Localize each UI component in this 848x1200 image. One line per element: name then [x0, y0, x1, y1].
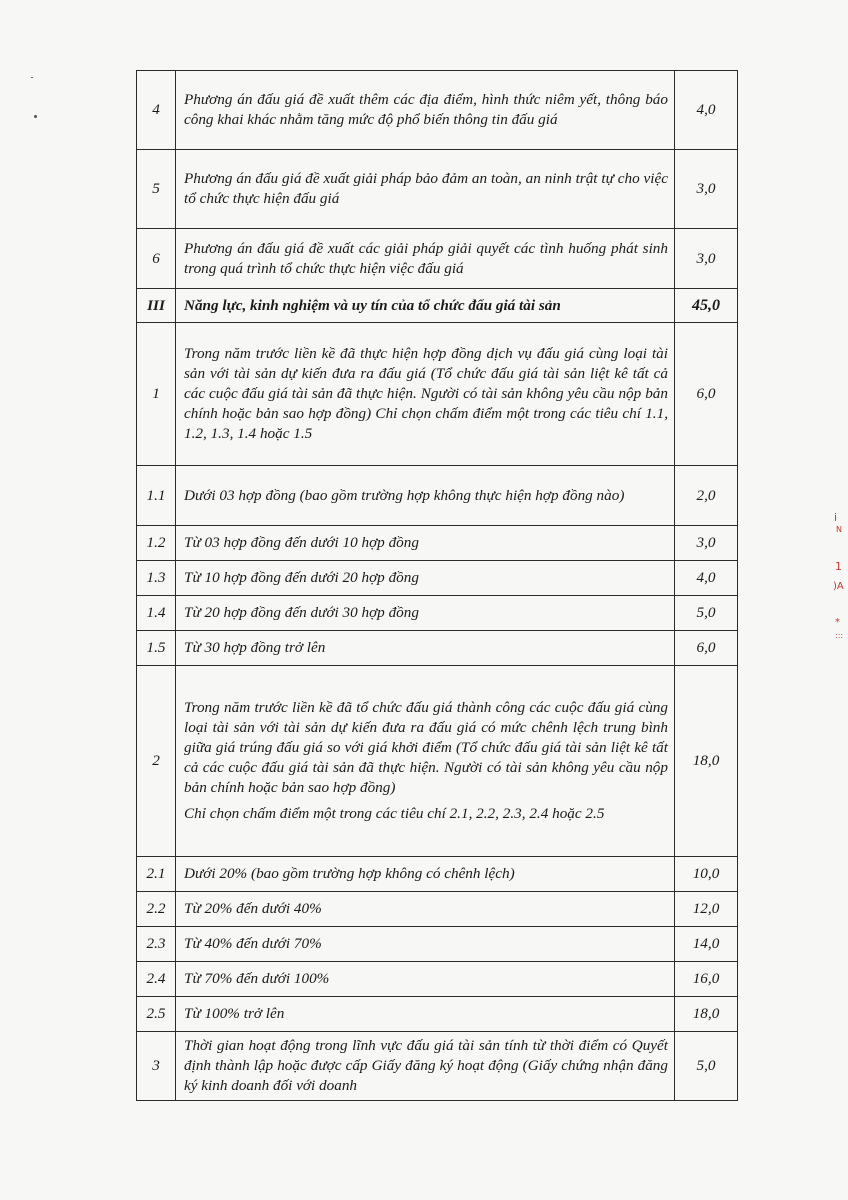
section-score: 45,0	[675, 289, 738, 323]
criterion-text: Trong năm trước liền kề đã tổ chức đấu giá thành công các cuộc đấu giá cùng loại tài sản với tài sản dự kiến đưa ra đấu giá có mức chênh lệch trung bình giữa giá trúng đấu giá so với giá khởi điểm (Tổ chức đấu giá tài sản liệt kê tất cả các cuộc đấu giá tài sản đã thực hiện. Người có tài sản không yêu cầu nộp bản chính hoặc bản sao hợp đồng)	[184, 699, 668, 796]
row-score: 18,0	[675, 997, 738, 1032]
row-number: 1.2	[137, 526, 176, 561]
row-criterion: Thời gian hoạt động trong lĩnh vực đấu giá tài sản tính từ thời điểm có Quyết định thành lập hoặc được cấp Giấy đăng ký hoạt động (Giấy chứng nhận đăng ký kinh doanh đối với doanh	[176, 1032, 675, 1101]
row-criterion: Từ 70% đến dưới 100%	[176, 962, 675, 997]
table-row	[137, 229, 738, 289]
row-number: 2.2	[137, 892, 176, 927]
scoring-criteria-table	[136, 70, 738, 1101]
row-number: 1.5	[137, 631, 176, 666]
criterion-note: Chỉ chọn chấm điểm một trong các tiêu chí 2.1, 2.2, 2.3, 2.4 hoặc 2.5	[184, 805, 605, 822]
table-row	[137, 666, 738, 857]
row-score: 3,0	[675, 526, 738, 561]
row-number: 4	[137, 71, 176, 150]
row-score: 6,0	[675, 323, 738, 466]
row-number: 2.4	[137, 962, 176, 997]
row-number: 2	[137, 666, 176, 857]
row-score: 2,0	[675, 466, 738, 526]
table-row	[137, 323, 738, 466]
scan-speck	[31, 77, 33, 78]
table-row	[137, 927, 738, 962]
section-number: III	[137, 289, 176, 323]
row-criterion: Phương án đấu giá đề xuất thêm các địa điểm, hình thức niêm yết, thông báo công khai khác nhằm tăng mức độ phổ biến thông tin đấu giá	[176, 71, 675, 150]
row-score: 4,0	[675, 71, 738, 150]
row-number: 2.1	[137, 857, 176, 892]
row-criterion: Từ 20% đến dưới 40%	[176, 892, 675, 927]
row-score: 5,0	[675, 1032, 738, 1101]
row-number: 1.4	[137, 596, 176, 631]
row-criterion: Từ 30 hợp đồng trở lên	[176, 631, 675, 666]
table-row	[137, 962, 738, 997]
row-score: 10,0	[675, 857, 738, 892]
row-criterion: Phương án đấu giá đề xuất các giải pháp giải quyết các tình huống phát sinh trong quá trình tổ chức thực hiện việc đấu giá	[176, 229, 675, 289]
row-criterion: Phương án đấu giá đề xuất giải pháp bảo đảm an toàn, an ninh trật tự cho việc tổ chức thực hiện đấu giá	[176, 150, 675, 229]
table-row	[137, 1032, 738, 1101]
row-criterion: Trong năm trước liền kề đã thực hiện hợp đồng dịch vụ đấu giá cùng loại tài sản với tài sản dự kiến đưa ra đấu giá (Tổ chức đấu giá tài sản liệt kê tất cả các cuộc đấu giá tài sản đã thực hiện. Người có tài sản không yêu cầu nộp bản chính hoặc bản sao hợp đồng) Chỉ chọn chấm điểm một trong các tiêu chí 1.1, 1.2, 1.3, 1.4 hoặc 1.5	[176, 323, 675, 466]
table-row	[137, 596, 738, 631]
row-score: 5,0	[675, 596, 738, 631]
table-row	[137, 997, 738, 1032]
scan-speck	[34, 115, 37, 118]
row-number: 5	[137, 150, 176, 229]
table-row	[137, 892, 738, 927]
row-number: 1.1	[137, 466, 176, 526]
row-criterion: Từ 40% đến dưới 70%	[176, 927, 675, 962]
section-title: Năng lực, kinh nghiệm và uy tín của tổ chức đấu giá tài sản	[176, 289, 675, 323]
row-criterion: Dưới 03 hợp đồng (bao gồm trường hợp không thực hiện hợp đồng nào)	[176, 466, 675, 526]
row-criterion: Từ 20 hợp đồng đến dưới 30 hợp đồng	[176, 596, 675, 631]
row-score: 3,0	[675, 150, 738, 229]
row-number: 1.3	[137, 561, 176, 596]
row-criterion: Dưới 20% (bao gồm trường hợp không có chênh lệch)	[176, 857, 675, 892]
row-criterion: Từ 10 hợp đồng đến dưới 20 hợp đồng	[176, 561, 675, 596]
row-criterion	[176, 666, 675, 857]
margin-stamp-fragment: i N 1 )A * :::	[833, 511, 844, 640]
table-row	[137, 631, 738, 666]
row-score: 14,0	[675, 927, 738, 962]
row-number: 1	[137, 323, 176, 466]
row-score: 16,0	[675, 962, 738, 997]
row-criterion: Từ 03 hợp đồng đến dưới 10 hợp đồng	[176, 526, 675, 561]
row-criterion: Từ 100% trở lên	[176, 997, 675, 1032]
table-row	[137, 857, 738, 892]
section-row	[137, 289, 738, 323]
table-row	[137, 150, 738, 229]
table-row	[137, 466, 738, 526]
row-score: 3,0	[675, 229, 738, 289]
row-number: 2.3	[137, 927, 176, 962]
row-score: 4,0	[675, 561, 738, 596]
table-row	[137, 526, 738, 561]
table-row	[137, 71, 738, 150]
table-row	[137, 561, 738, 596]
row-number: 2.5	[137, 997, 176, 1032]
row-number: 6	[137, 229, 176, 289]
row-score: 18,0	[675, 666, 738, 857]
row-number: 3	[137, 1032, 176, 1101]
row-score: 6,0	[675, 631, 738, 666]
row-score: 12,0	[675, 892, 738, 927]
